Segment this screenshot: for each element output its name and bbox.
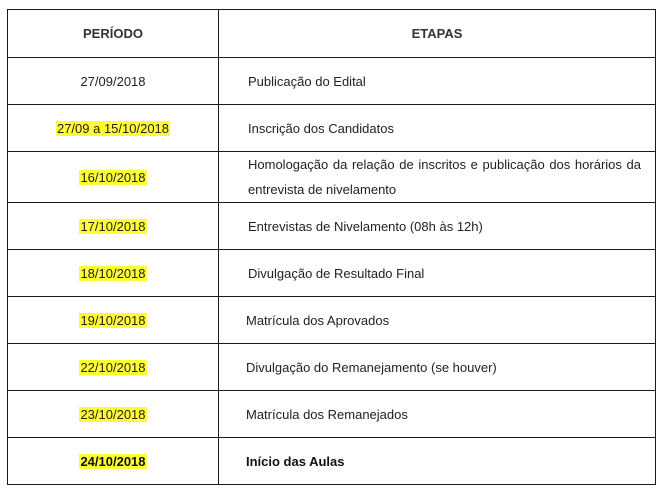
table-row — [8, 105, 656, 152]
etapa-cell — [219, 391, 656, 438]
etapa-text: Matrícula dos Aprovados — [246, 312, 390, 328]
periodo-date: 24/10/2018 — [80, 453, 146, 469]
table-row — [8, 152, 656, 203]
etapa-text: Início das Aulas — [246, 453, 345, 469]
periodo-cell — [8, 438, 219, 485]
periodo-date: 16/10/2018 — [80, 169, 146, 185]
table-row — [8, 250, 656, 297]
periodo-cell — [8, 152, 219, 203]
table-row — [8, 297, 656, 344]
periodo-date: 23/10/2018 — [80, 406, 146, 422]
table-row — [8, 58, 656, 105]
etapa-cell — [219, 438, 656, 485]
etapa-text: Matrícula dos Remanejados — [246, 406, 408, 422]
etapa-text: Inscrição dos Candidatos — [248, 120, 394, 136]
periodo-date: 22/10/2018 — [80, 359, 146, 375]
etapa-text: Homologação da relação de inscritos e publicação dos horários da entrevista de nivelamento — [248, 157, 641, 197]
etapa-text: Entrevistas de Nivelamento (08h às 12h) — [248, 218, 483, 234]
periodo-cell — [8, 297, 219, 344]
table-row — [8, 438, 656, 485]
table-row — [8, 344, 656, 391]
etapa-cell — [219, 297, 656, 344]
table-header-row — [8, 10, 656, 58]
etapa-text: Divulgação de Resultado Final — [248, 265, 425, 281]
etapa-cell — [219, 344, 656, 391]
table-row — [8, 391, 656, 438]
etapa-text: Divulgação do Remanejamento (se houver) — [246, 359, 497, 375]
etapa-cell — [219, 152, 656, 203]
etapa-text: Publicação do Edital — [248, 73, 366, 89]
periodo-date: 27/09/2018 — [80, 73, 146, 89]
periodo-date: 27/09 a 15/10/2018 — [56, 120, 170, 136]
schedule-table — [7, 9, 656, 485]
etapa-cell — [219, 105, 656, 152]
etapa-cell — [219, 58, 656, 105]
periodo-cell — [8, 105, 219, 152]
periodo-cell — [8, 203, 219, 250]
header-periodo: PERÍODO — [8, 10, 219, 58]
periodo-date: 18/10/2018 — [80, 265, 146, 281]
table-row — [8, 203, 656, 250]
periodo-cell — [8, 391, 219, 438]
schedule-table-container — [7, 9, 656, 485]
header-etapas: ETAPAS — [219, 10, 656, 58]
etapa-cell — [219, 203, 656, 250]
etapa-cell — [219, 250, 656, 297]
periodo-date: 17/10/2018 — [80, 218, 146, 234]
periodo-cell — [8, 250, 219, 297]
periodo-cell — [8, 344, 219, 391]
periodo-cell — [8, 58, 219, 105]
periodo-date: 19/10/2018 — [80, 312, 146, 328]
